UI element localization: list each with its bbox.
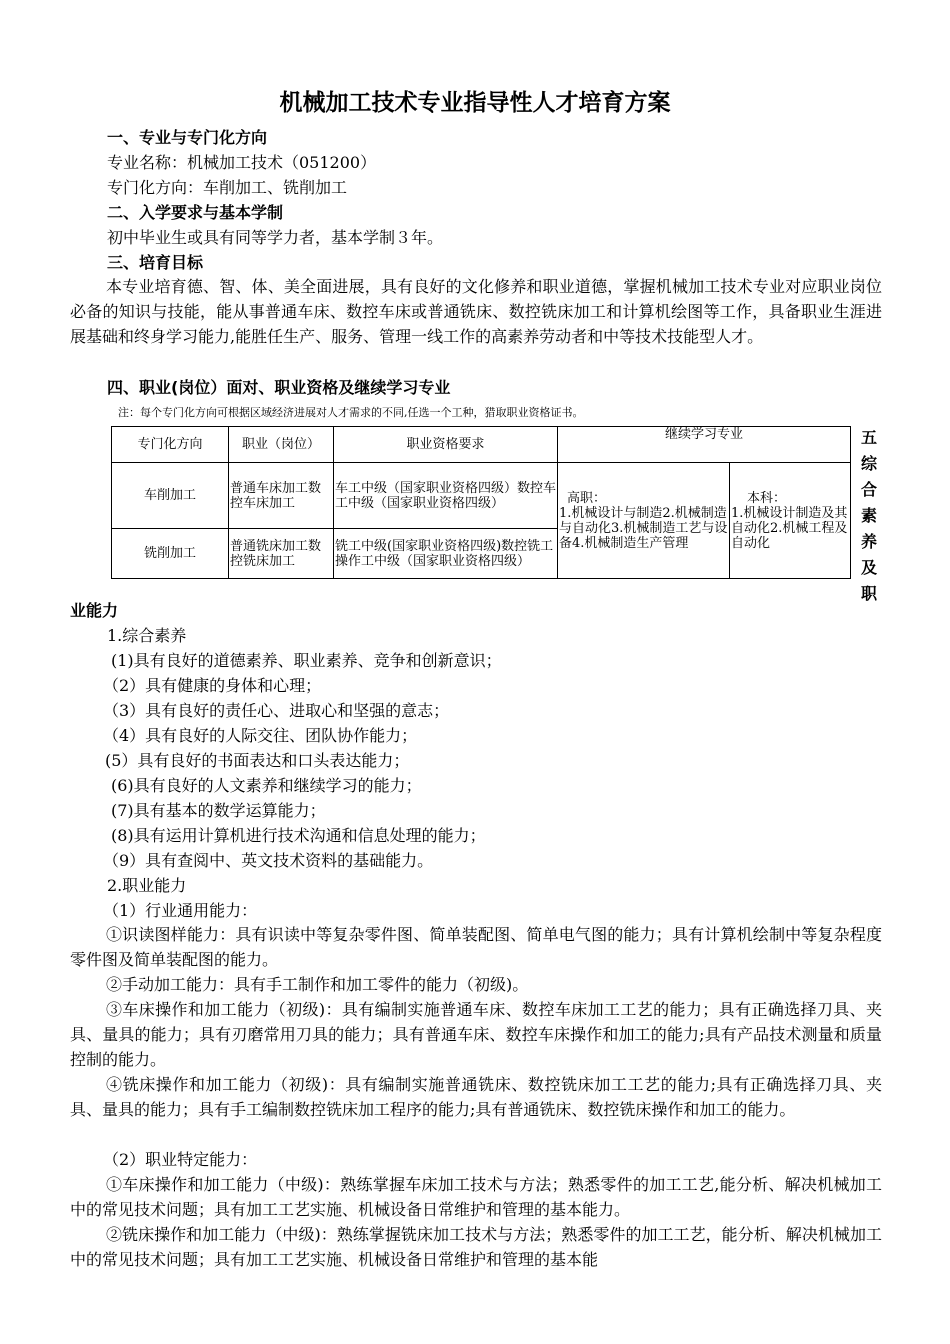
- list-item: (5）具有良好的书面表达和口头表达能力；: [105, 751, 410, 770]
- general-ability-heading: （1）行业通用能力：: [103, 901, 258, 920]
- bachelor-cell: [730, 463, 851, 579]
- table-note: 注：每个专门化方向可根据区域经济进展对人才需求的不同,任选一个工种，猎取职业资格证书。: [118, 406, 584, 419]
- row2-job: 普通铣床加工数控铣床加工: [229, 529, 334, 579]
- higher-vocational-cell: [558, 463, 730, 579]
- section-4-heading: 四、职业(岗位）面对、职业资格及继续学习专业: [107, 378, 451, 397]
- list-item: (1)具有良好的道德素养、职业素养、竞争和创新意识；: [111, 651, 502, 670]
- specialization-direction: 专门化方向：车削加工、铣削加工: [107, 178, 348, 197]
- row2-cert: 铣工中级(国家职业资格四级)数控铣工操作工中级（国家职业资格四级）: [334, 529, 558, 579]
- major-name: 专业名称：机械加工技术（051200）: [107, 153, 377, 172]
- list-item: (8)具有运用计算机进行技术沟通和信息处理的能力；: [111, 826, 486, 845]
- list-item: （4）具有良好的人际交往、团队协作能力；: [103, 726, 418, 745]
- ability-paragraph: ②手动加工能力：具有手工制作和加工零件的能力（初级)。: [106, 975, 529, 994]
- ability-paragraph: ②铣床操作和加工能力（中级)：熟练掌握铣床加工技术与方法；熟悉零件的加工工艺，能分析、解决机械加工中的常见技术问题；具有加工工艺实施、机械设备日常维护和管理的基本能: [70, 1225, 882, 1269]
- section-5-heading-tail: 业能力: [70, 601, 119, 620]
- ability-paragraph: ③车床操作和加工能力（初级)：具有编制实施普通车床、数控车床加工工艺的能力；具有正确选择刀具、夹具、量具的能力；具有刃磨常用刀具的能力；具有普通车床、数控车床操作和加工的能力;具有产品技术测量和质量控制的能力。: [70, 1000, 882, 1069]
- career-table: [111, 426, 851, 579]
- ability-paragraph: ④铣床操作和加工能力（初级)：具有编制实施普通铣床、数控铣床加工工艺的能力;具有正确选择刀具、夹具、量具的能力；具有手工编制数控铣床加工程序的能力;具有普通铣床、数控铣床操作和加工的能力。: [70, 1075, 882, 1119]
- header-job: 职业（岗位）: [229, 427, 334, 463]
- row2-direction: 铣削加工: [112, 529, 229, 579]
- list-item: （3）具有良好的责任心、进取心和坚强的意志；: [103, 701, 450, 720]
- admission-text: 初中毕业生或具有同等学力者，基本学制３年。: [107, 228, 444, 247]
- subsection-vocational: 2.职业能力: [107, 876, 187, 895]
- row1-direction: 车削加工: [112, 463, 229, 529]
- subsection-comprehensive: 1.综合素养: [107, 626, 187, 645]
- section-3-heading: 三、培育目标: [107, 253, 204, 272]
- ability-paragraph: ①车床操作和加工能力（中级)：熟练掌握车床加工技术与方法；熟悉零件的加工工艺,能分析、解决机械加工中的常见技术问题；具有加工工艺实施、机械设备日常维护和管理的基本能力。: [70, 1175, 882, 1219]
- header-further-study: 继续学习专业: [558, 427, 851, 463]
- training-goal-paragraph: 本专业培育德、智、体、美全面进展，具有良好的文化修养和职业道德，掌握机械加工技术专业对应职业岗位必备的知识与技能，能从事普通车床、数控车床或普通铣床、数控铣床加工和计算机绘图等工作，具备职业生涯进展基础和终身学习能力,能胜任生产、服务、管理一线工作的高素养劳动者和中等技术技能型人才。: [70, 277, 882, 346]
- header-cert: 职业资格要求: [334, 427, 558, 463]
- list-item: （2）具有健康的身体和心理；: [103, 676, 322, 695]
- bachelor-items: 1.机械设计制造及其自动化2.机械工程及自动化: [731, 505, 848, 551]
- section-2-heading: 二、入学要求与基本学制: [107, 203, 284, 222]
- higher-vocational-items: 1.机械设计与制造2.机械制造与自动化3.机械制造工艺与设备4.机械制造生产管理: [559, 505, 728, 551]
- section-1-heading: 一、专业与专门化方向: [107, 128, 268, 147]
- list-item: (7)具有基本的数学运算能力；: [111, 801, 326, 820]
- section-5-heading-vertical: 五综合素养及职: [860, 428, 877, 603]
- row1-cert: 车工中级（国家职业资格四级）数控车工中级（国家职业资格四级）: [334, 463, 558, 529]
- specific-ability-heading: （2）职业特定能力：: [103, 1150, 258, 1169]
- ability-paragraph: ①识读图样能力：具有识读中等复杂零件图、简单装配图、简单电气图的能力；具有计算机绘制中等复杂程度零件图及简单装配图的能力。: [70, 925, 882, 969]
- document-title: 机械加工技术专业指导性人才培育方案: [279, 90, 671, 116]
- higher-vocational-title: 高职：: [567, 490, 607, 506]
- header-direction: 专门化方向: [112, 427, 229, 463]
- list-item: (6)具有良好的人文素养和继续学习的能力；: [111, 776, 422, 795]
- list-item: （9）具有查阅中、英文技术资料的基础能力。: [103, 851, 434, 870]
- row1-job: 普通车床加工数控车床加工: [229, 463, 334, 529]
- bachelor-title: 本科：: [747, 490, 787, 506]
